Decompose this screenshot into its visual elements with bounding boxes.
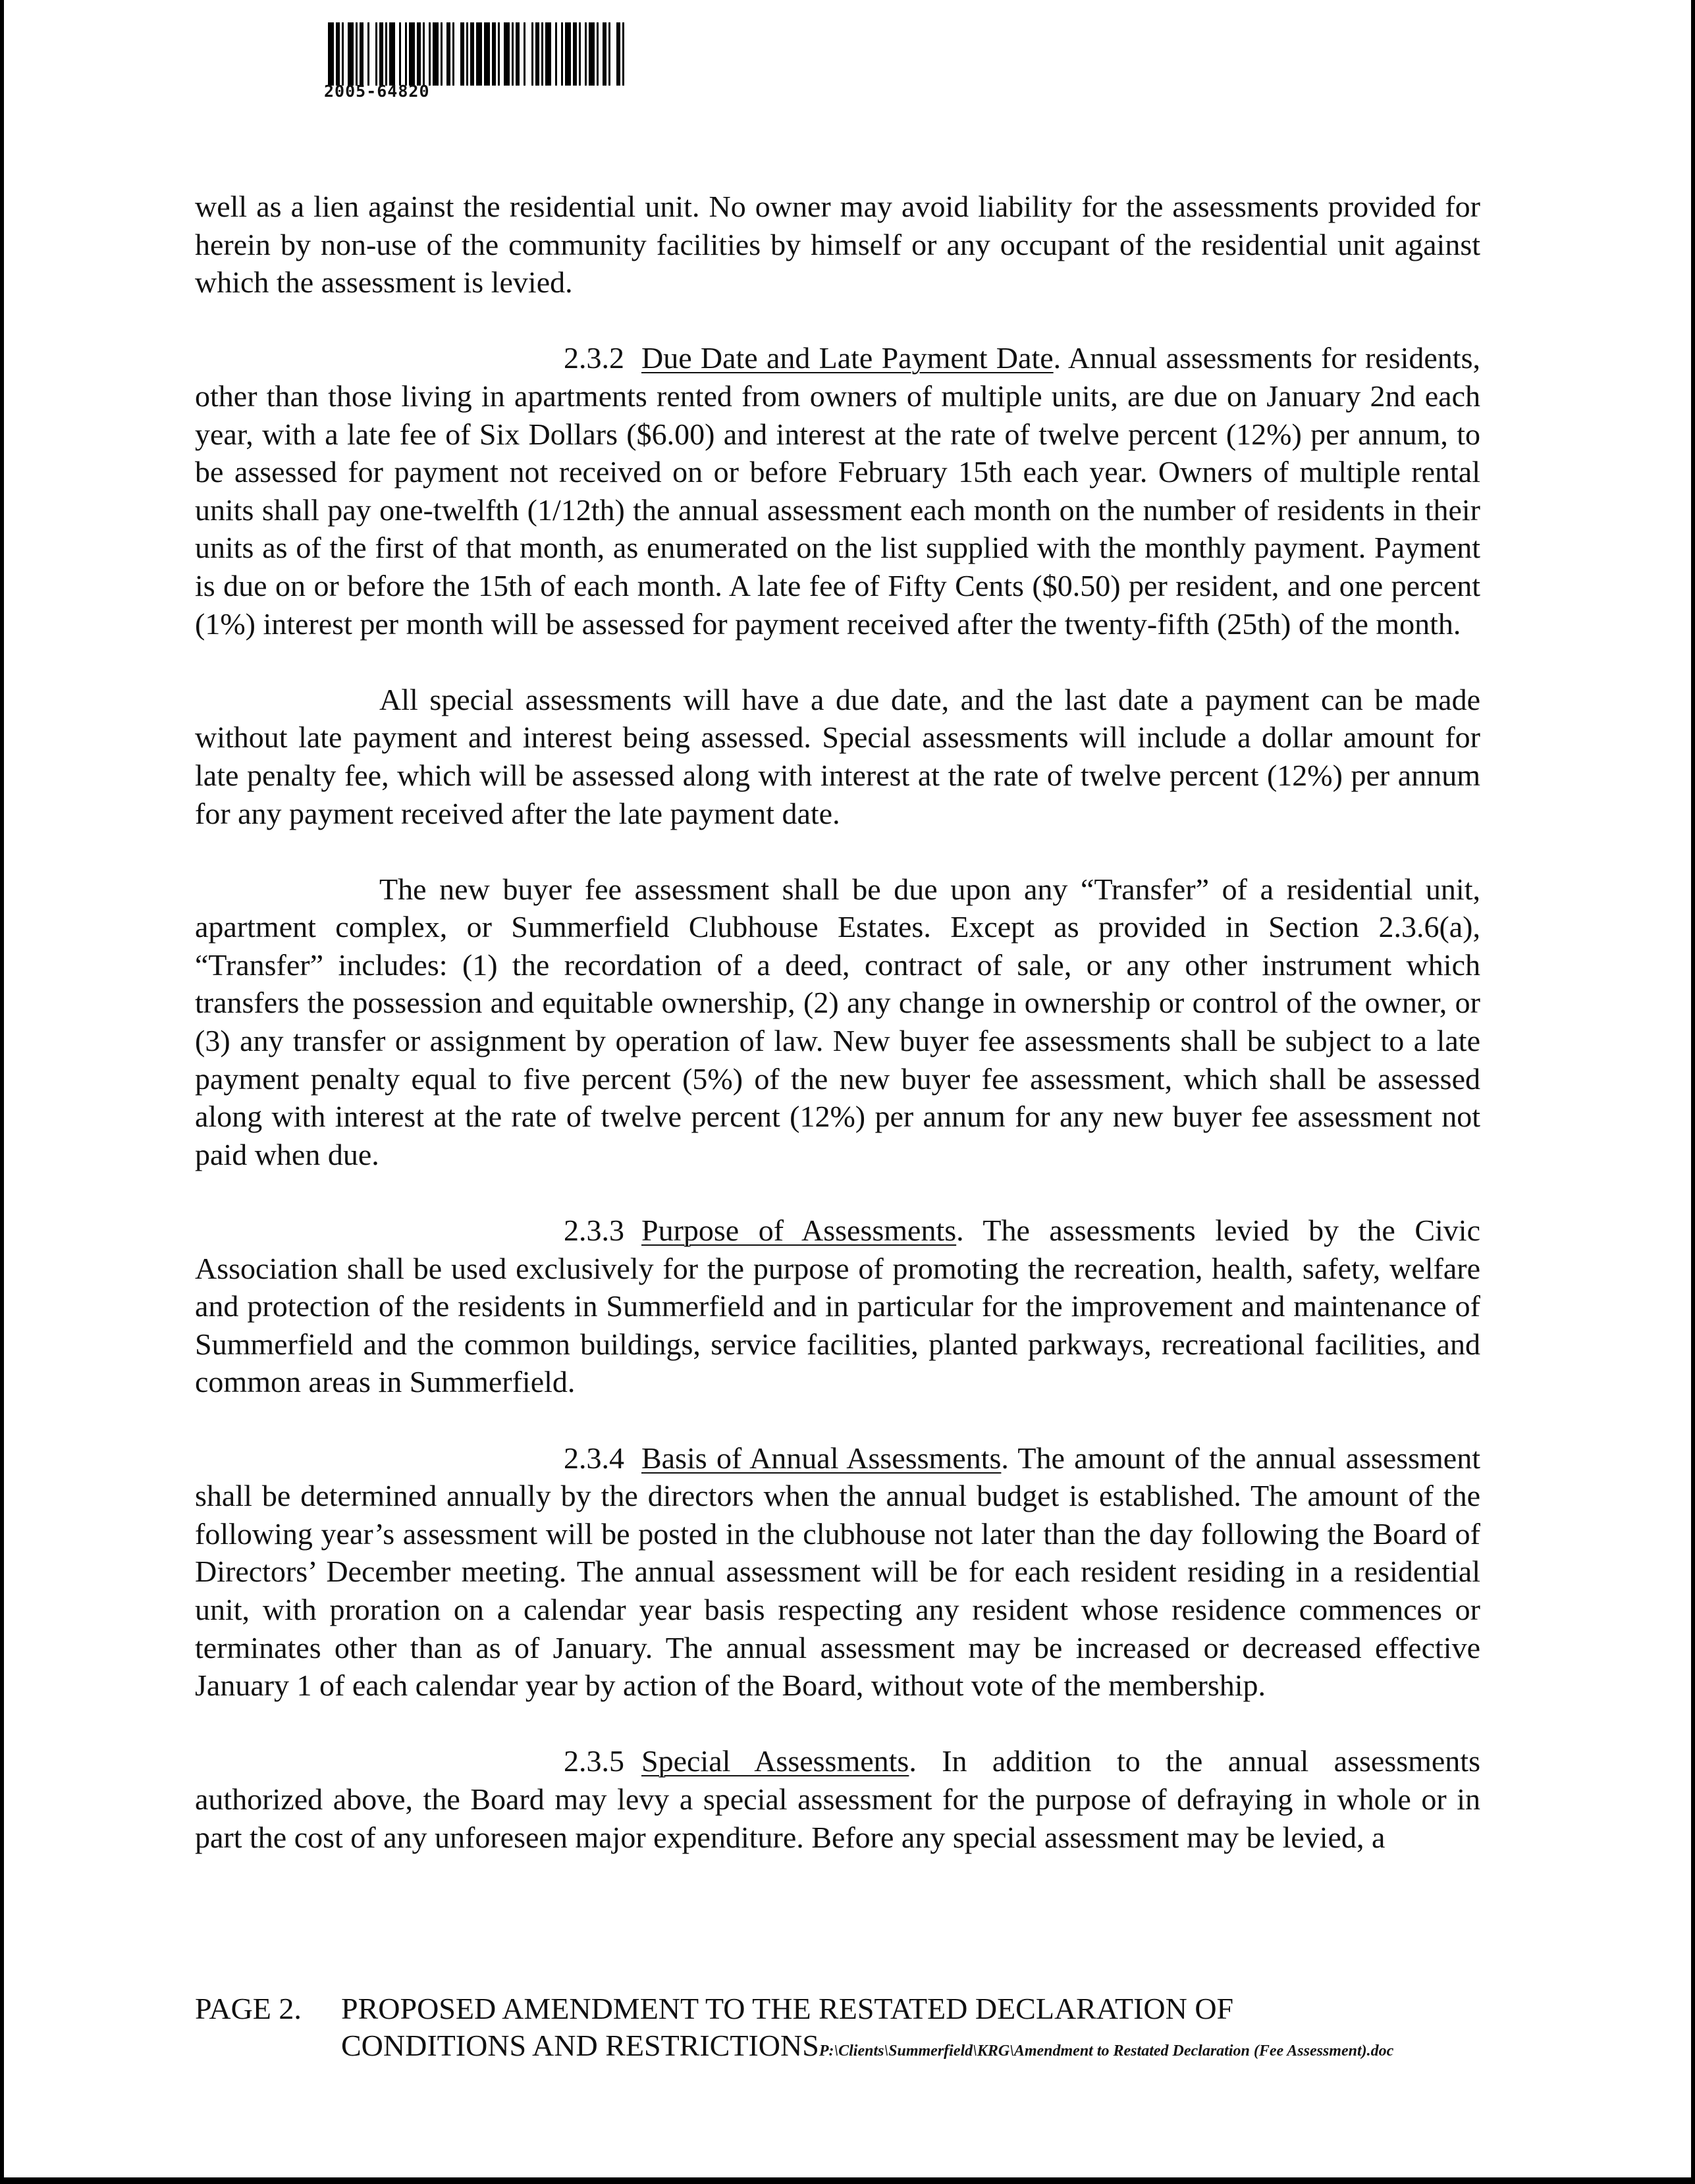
barcode-bar bbox=[385, 22, 387, 86]
section-2-3-2 bbox=[195, 339, 1480, 643]
barcode-bar bbox=[622, 22, 624, 86]
page-border-right bbox=[1691, 0, 1695, 2184]
barcode-number: 2005-64820 bbox=[324, 82, 430, 101]
section-heading: Due Date and Late Payment Date bbox=[641, 341, 1054, 375]
barcode-bar bbox=[484, 22, 490, 86]
barcode-bar bbox=[524, 22, 525, 86]
barcode-bar bbox=[492, 22, 496, 86]
section-number: 2.3.3 bbox=[564, 1213, 624, 1248]
footer-title-line-2: CONDITIONS AND RESTRICTIONS bbox=[341, 2029, 819, 2062]
section-heading: Special Assessments bbox=[641, 1744, 909, 1778]
paragraph-continuation bbox=[195, 188, 1480, 302]
section-2-3-3 bbox=[195, 1212, 1480, 1401]
barcode-bar bbox=[535, 22, 539, 86]
barcode-bar bbox=[460, 22, 464, 86]
barcode-bar bbox=[348, 22, 354, 86]
barcode-bar bbox=[545, 22, 551, 86]
barcode-bar bbox=[579, 22, 581, 86]
paragraph-text: . In addition to the annual assessments authorized above, the Board may levy a special assessment for the purpose of defraying in whole or in part the cost of any unforeseen major expenditure. Before any special assessment may be levied, a bbox=[195, 1744, 1480, 1854]
paragraph-text: The new buyer fee assessment shall be due upon any “Transfer” of a residential unit, apartment complex, or Summerfield Clubhouse Estates. Except as provided in Section 2.3.6(a), “Transfer” includes: (1) the recordation of a deed, contract of sale, or any other instrument which transfers the possession and equitable ownership, (2) any change in ownership or control of the owner, or (3) any transfer or assignment by operation of law. New buyer fee assessments shall be subject to a late payment penalty equal to five percent (5%) of the new buyer fee assessment, which shall be assessed along with interest at the rate of twelve percent (12%) per annum for any new buyer fee assessment not paid when due. bbox=[195, 872, 1480, 1171]
barcode-bar bbox=[597, 22, 599, 86]
barcode-bar bbox=[379, 22, 383, 86]
barcode-bar bbox=[565, 22, 571, 86]
barcode-bar bbox=[375, 22, 377, 86]
barcode-bar bbox=[423, 22, 425, 86]
barcode-bar bbox=[409, 22, 415, 86]
barcode-bar bbox=[476, 22, 482, 86]
paragraph-text: well as a lien against the residential unit. No owner may avoid liability for the assessments provided for herein by non-use of the community facilities by himself or any occupant of the residential unit against which the assessment is levied. bbox=[195, 190, 1480, 300]
barcode-bar bbox=[452, 22, 454, 86]
barcode-bar bbox=[360, 22, 363, 86]
page-number-label: PAGE 2. bbox=[195, 1992, 302, 2025]
paragraph-text: All special assessments will have a due date, and the last date a payment can be made without late payment and interest being assessed. Special assessments will include a dollar amount for late penalty fee, which will be assessed along with interest at the rate of twelve percent (12%) per annum for any payment received after the late payment date. bbox=[195, 682, 1480, 830]
barcode-bar bbox=[446, 22, 450, 86]
footer-line-1 bbox=[195, 1990, 1512, 2027]
barcode-bar bbox=[367, 22, 369, 86]
barcode-bar bbox=[356, 22, 358, 86]
footer-title-line-1: PROPOSED AMENDMENT TO THE RESTATED DECLARATION OF bbox=[341, 1992, 1234, 2025]
paragraph-text: . The amount of the annual assessment shall be determined annually by the directors when the annual budget is established. The amount of the following year’s assessment will be posted in the clubhouse not later than the day following the Board of Directors’ December meeting. The annual assessment will be for each resident residing in a residential unit, with proration on a calendar year basis respecting any resident whose residence commences or terminates other than as of January. The annual assessment may be increased or decreased effective January 1 of each calendar year by action of the Board, without vote of the membership. bbox=[195, 1441, 1480, 1703]
barcode-bar bbox=[589, 22, 595, 86]
section-number: 2.3.2 bbox=[564, 341, 624, 375]
document-body bbox=[195, 188, 1480, 1894]
page-footer bbox=[195, 1990, 1512, 2069]
page-border-left bbox=[0, 0, 4, 2184]
barcode-bar bbox=[399, 22, 401, 86]
section-number: 2.3.4 bbox=[564, 1441, 624, 1475]
barcode-bar bbox=[498, 22, 500, 86]
barcode-bar bbox=[561, 22, 563, 86]
barcode-bar bbox=[342, 22, 344, 86]
barcode-bar bbox=[603, 22, 606, 86]
barcode-bar bbox=[504, 22, 510, 86]
barcode-bar bbox=[608, 22, 610, 86]
paragraph-text: . Annual assessments for residents, other than those living in apartments rented from owners of multiple units, are due on January 2nd each year, with a late fee of Six Dollars ($6.00) and interest at the rate of twelve percent (12%) per annum, to be assessed for payment not received on or before February 15th each year. Owners of multiple rental units shall pay one-twelfth (1/12th) the annual assessment each month on the number of residents in their units as of the first of that month, as enumerated on the list supplied with the monthly payment. Payment is due on or before the 15th of each month. A late fee of Fifty Cents ($0.50) per resident, and one percent (1%) interest per month will be assessed for payment received after the twenty-fifth (25th) of the month. bbox=[195, 341, 1480, 641]
barcode-bar bbox=[433, 22, 439, 86]
barcode-bar bbox=[417, 22, 421, 86]
barcode-bar bbox=[328, 22, 334, 86]
barcode-bar bbox=[573, 22, 577, 86]
paragraph-text: . The assessments levied by the Civic Association shall be used exclusively for the purpose of promoting the recreation, health, safety, welfare and protection of the residents in Summerfield and in particular for the improvement and maintenance of Summerfield and the common buildings, service facilities, planted parkways, recreational facilities, and common areas in Summerfield. bbox=[195, 1213, 1480, 1399]
paragraph-new-buyer-fee bbox=[195, 870, 1480, 1174]
barcode-bar bbox=[541, 22, 543, 86]
section-2-3-5 bbox=[195, 1742, 1480, 1856]
barcode-bar bbox=[531, 22, 533, 86]
barcode-bar bbox=[336, 22, 340, 86]
barcode-bar bbox=[516, 22, 520, 86]
barcode-bar bbox=[466, 22, 468, 86]
barcode-bar bbox=[441, 22, 443, 86]
barcode-bar bbox=[389, 22, 395, 86]
barcode-bar bbox=[555, 22, 557, 86]
section-2-3-4 bbox=[195, 1439, 1480, 1705]
page-border-bottom bbox=[0, 2177, 1695, 2184]
section-number: 2.3.5 bbox=[564, 1744, 624, 1778]
barcode-bar bbox=[429, 22, 431, 86]
footer-line-2 bbox=[195, 2027, 1512, 2069]
section-heading: Purpose of Assessments bbox=[641, 1213, 957, 1248]
barcode-bar bbox=[405, 22, 407, 86]
barcode-image bbox=[328, 22, 624, 86]
barcode-bar bbox=[616, 22, 620, 86]
section-heading: Basis of Annual Assessments bbox=[641, 1441, 1002, 1475]
barcode-bar bbox=[470, 22, 474, 86]
file-path: P:\Clients\Summerfield\KRG\Amendment to Restated Declaration (Fee Assessment).doc bbox=[819, 2042, 1394, 2060]
paragraph-special-assessments-due bbox=[195, 681, 1480, 832]
barcode-bar bbox=[512, 22, 514, 86]
barcode-bar bbox=[585, 22, 587, 86]
